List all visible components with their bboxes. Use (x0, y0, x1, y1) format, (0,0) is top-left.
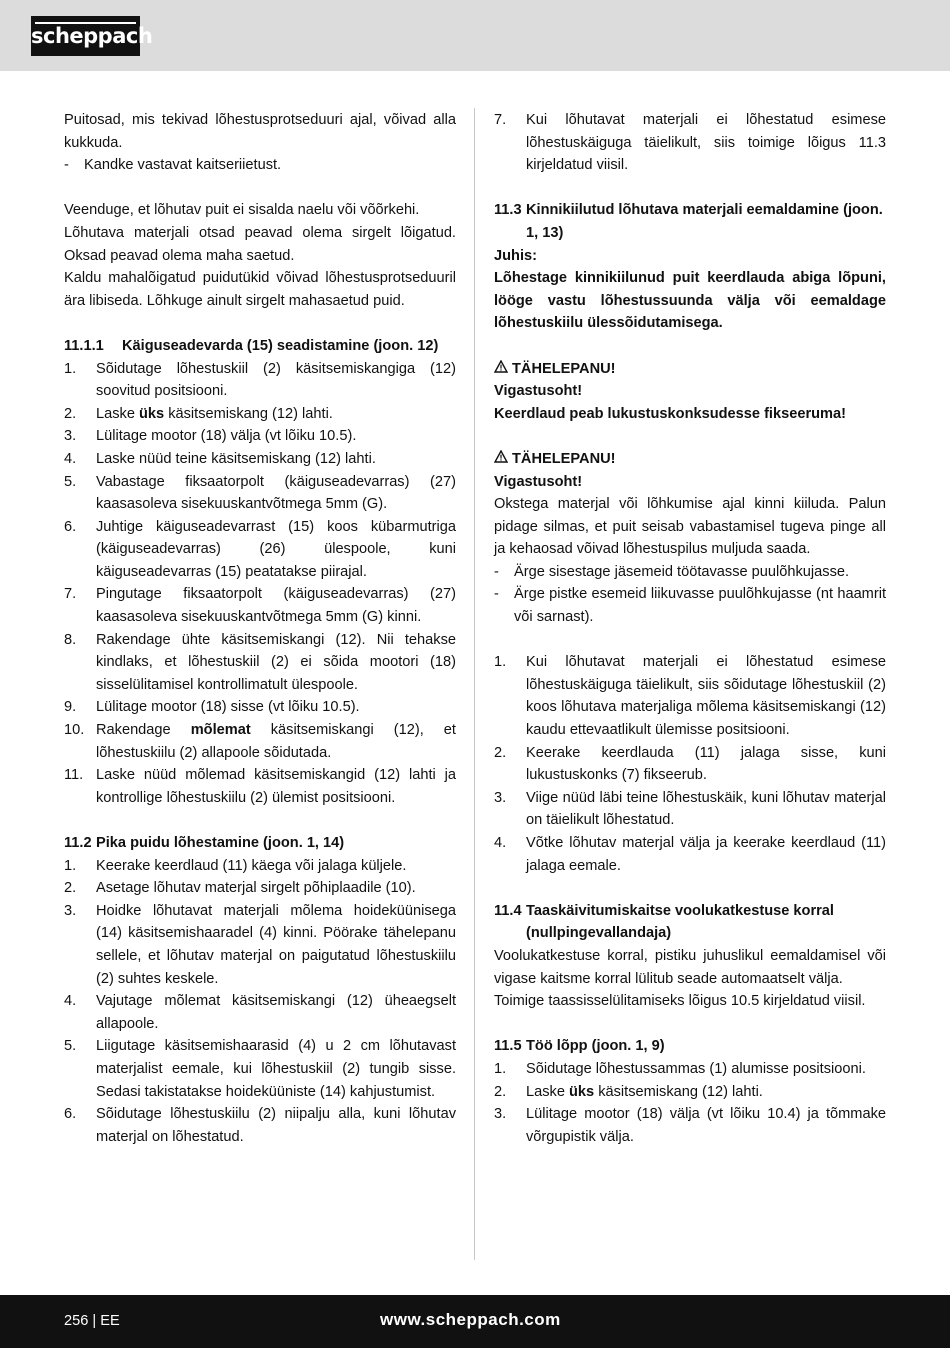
step-number: 4. (64, 993, 77, 1010)
step-text: Juhtige käiguseadevarrast (15) koos kübarmutriga (käiguseadevarras) (26) ülespoole, kuni käiguseadevarras (15) peatatakse piirajal. (96, 518, 456, 580)
step-text: Rakendage ühte käsitsemiskangi (12). Nii tehakse kindlaks, et lõhestuskiil (2) ei sõida mootori (18) sisselülitamisel kontrollimatult ülespoole. (96, 631, 456, 693)
list-item (64, 516, 456, 584)
step-number: 8. (64, 631, 77, 648)
step-number: 10. (64, 722, 85, 739)
warning-para-line: Kaldu mahalõigatud puidutükid võivad lõhestusprotseduuril ära libiseda. Lõhkuge ainult sirgelt mahasaetud puid. (64, 270, 456, 309)
step-number: 9. (64, 699, 77, 716)
step-number: 4. (494, 835, 507, 851)
list-item (494, 109, 886, 177)
warning-title: TÄHELEPANU! (512, 360, 616, 377)
steps-list-11-2 (64, 855, 456, 1149)
page-number: 256 | EE (64, 1313, 120, 1329)
step-number: 3. (494, 1106, 507, 1123)
step-number: 6. (64, 518, 77, 535)
step-text: Hoidke lõhutavat materjali mõlema hoideküünisega (14) käsitsemishaaradel (4) kinni. Pöörake tähelepanu sellele, et lõhutav materjal on paigutatud lõhestuskiilu (2) suhtes keskele. (96, 902, 456, 987)
step-number: 4. (64, 450, 77, 467)
list-item (64, 358, 456, 403)
right-column (494, 109, 886, 1148)
step-text-part: Laske (96, 405, 139, 422)
warning-body: Okstega materjal või lõhkumise ajal kinni kiiluda. Palun pidage silmas, et puit seisab vabastamisel tugeva pinge all ja kehaosad võivad lõhestuspilus muljuda saada. (494, 496, 886, 558)
steps-list-11-5 (494, 1058, 886, 1148)
step-number: 2. (494, 744, 507, 761)
list-item (64, 877, 456, 900)
step-text: Liigutage käsitsemishaarasid (4) u 2 cm lõhutavast materjalist eemale, kui lõhestuskiil (2) tungib sisse. Sedasi takistatakse hoideküüniste (14) kahjustumist. (96, 1038, 456, 1100)
step-text: Viige nüüd läbi teine lõhestuskäik, kuni lõhutav materjal on täielikult lõhestatud. (526, 789, 886, 829)
page-number-value: 256 (64, 1313, 89, 1329)
step-number: 2. (64, 880, 77, 897)
section-title: Töö lõpp (joon. 1, 9) (526, 1038, 665, 1055)
step-text: Kui lõhutavat materjali ei lõhestatud esimese lõhestuskäiguga täielikult, siis toimige lõigus 11.3 kirjeldatud viisil. (526, 112, 886, 174)
intro-dash-item (64, 154, 456, 177)
language-code: EE (100, 1313, 120, 1329)
step-text-emphasis: üks (569, 1083, 595, 1100)
step-number: 1. (494, 1060, 507, 1077)
list-item (64, 764, 456, 809)
paragraph: Voolukatkestuse korral, pistiku juhuslikul eemaldamisel või vigase kaitsme korral lülitub seade automaatselt välja. (494, 947, 886, 987)
warning-line: Vigastusoht! (494, 473, 583, 490)
list-item (64, 403, 456, 426)
step-text (96, 403, 456, 426)
step-number: 7. (494, 112, 507, 128)
section-title: Kinnikiilutud lõhutava materjali eemaldamine (joon. 1, 13) (526, 202, 883, 241)
list-item (494, 832, 886, 877)
list-item (64, 855, 456, 878)
step-number: 3. (64, 428, 77, 445)
step-text: Keerake keerdlaud (11) käega või jalaga küljele. (96, 857, 407, 874)
warning-para-line: Lõhutava materjali otsad peavad olema sirgelt lõigatud. Oksad peavad olema maha saetud. (64, 224, 456, 264)
step-number: 2. (64, 405, 77, 422)
dash-text: Ärge pistke esemeid liikuvasse puulõhkujasse (nt haamrit või sarnast). (514, 586, 886, 626)
step-text-part: käsitsemiskangi (12), et lõhestuskiilu (2) allapoole sõidutada. (96, 722, 456, 761)
dash-text: Kandke vastavat kaitseriietust. (84, 157, 282, 174)
steps-list-11-3 (494, 651, 886, 877)
warning-line: Vigastusoht! (494, 383, 583, 400)
step-number: 5. (64, 473, 77, 490)
step-text (526, 1081, 886, 1104)
warning-triangle-icon (494, 358, 512, 381)
section-heading-11-1-1 (64, 335, 456, 358)
scheppach-logo (31, 16, 153, 56)
step-text: Lülitage mootor (18) välja (vt lõiku 10.5). (96, 428, 357, 445)
step-text-part: käsitsemiskang (12) lahti. (594, 1083, 763, 1100)
left-column (64, 109, 456, 1148)
step-number: 6. (64, 1106, 77, 1123)
dash-item (494, 583, 886, 628)
step-text: Vabastage fiksaatorpolt (käiguseadevarras) (27) kaasasoleva sisekuuskantvõtmega 5mm (G). (96, 473, 456, 513)
step-text: Vajutage mõlemat käsitsemiskangi (12) üheaegselt allapoole. (96, 993, 456, 1032)
step-text-part: Rakendage (96, 722, 191, 739)
step-text: Sõidutage lõhestussammas (1) alumisse positsiooni. (526, 1060, 866, 1077)
list-item (64, 583, 456, 628)
paragraph: Toimige taassisselülitamiseks lõigus 10.5 kirjeldatud viisil. (494, 993, 866, 1010)
steps-list-11-1-1 (64, 358, 456, 810)
section-number: 11.3 (494, 202, 522, 219)
column-divider (474, 108, 475, 1260)
step-text: Lülitage mootor (18) välja (vt lõiku 10.4) ja tõmmake võrgupistik välja. (526, 1106, 886, 1145)
list-item (64, 471, 456, 516)
dash-marker: - (64, 157, 69, 174)
section-heading-11-2 (64, 832, 456, 855)
logo-bar (35, 22, 136, 24)
step-text: Laske nüüd mõlemad käsitsemiskangid (12) lahti ja kontrollige lõhestuskiilu (2) ülemist positsiooni. (96, 767, 456, 806)
step-text: Keerake keerdlauda (11) jalaga sisse, kuni lukustuskonks (7) fikseerub. (526, 744, 886, 784)
warning-line: Keerdlaud peab lukustuskonksudesse fikseeruma! (494, 405, 846, 422)
step-number: 2. (494, 1083, 507, 1100)
warning-title: TÄHELEPANU! (512, 450, 616, 467)
list-item (64, 990, 456, 1035)
step-text-part: Laske (526, 1083, 569, 1100)
logo-text: scheppach (31, 24, 153, 48)
step-number: 11. (64, 767, 84, 784)
list-item (64, 696, 456, 719)
list-item (494, 1058, 886, 1081)
section-number: 11.4 (494, 902, 522, 919)
dash-marker: - (494, 586, 499, 603)
list-item (64, 1103, 456, 1148)
section-number: 11.5 (494, 1038, 522, 1055)
step-text-emphasis: üks (139, 405, 165, 422)
step-number: 1. (494, 654, 507, 671)
step-text: Sõidutage lõhestuskiil (2) käsitsemiskangiga (12) soovitud positsiooni. (96, 360, 456, 400)
list-item (64, 448, 456, 471)
warning-heading (494, 448, 886, 471)
step-text-part: käsitsemiskang (12) lahti. (164, 405, 333, 422)
section-number: 11.2 (64, 835, 92, 851)
note-text: Lõhestage kinnikiilunud puit keerdlauda abiga lõpuni, lööge vastu lõhestussuunda välja või eemaldage lõhestuskiilu ülessõidutamisega. (494, 270, 886, 332)
step-text: Sõidutage lõhestuskiilu (2) niipalju alla, kuni lõhutav materjal on lõhestatud. (96, 1106, 456, 1145)
page-header (0, 0, 950, 71)
list-item (64, 1035, 456, 1103)
list-item (64, 425, 456, 448)
step-text: Kui lõhutavat materjali ei lõhestatud esimese lõhestuskäiguga täielikult, siis sõidutage lõhestuskiil (2) koos lõhutava materjaliga mõlema käsitsemiskangi (12) kaudu ettevaatlikult ülemisse positsiooni. (526, 654, 886, 739)
step-text-emphasis: mõlemat (190, 722, 251, 739)
section-title: Pika puidu lõhestamine (joon. 1, 14) (96, 835, 345, 851)
step-text: Lülitage mootor (18) sisse (vt lõiku 10.5). (96, 699, 360, 716)
step-number: 3. (494, 789, 507, 806)
list-item (494, 1103, 886, 1148)
list-item (494, 1081, 886, 1104)
intro-text: Puitosad, mis tekivad lõhestusprotseduuri ajal, võivad alla kukkuda. (64, 112, 456, 151)
list-item (494, 742, 886, 787)
step-number: 1. (64, 360, 77, 377)
warning-para-line: Veenduge, et lõhutav puit ei sisalda naelu või võõrkehi. (64, 202, 420, 219)
list-item (64, 719, 456, 764)
note-label: Juhis: (494, 247, 537, 264)
step-number: 1. (64, 857, 77, 874)
list-item (64, 900, 456, 990)
step-text: Võtke lõhutav materjal välja ja keerake keerdlaud (11) jalaga eemale. (526, 835, 886, 874)
step-number: 5. (64, 1038, 77, 1055)
list-item (494, 651, 886, 741)
step-text: Asetage lõhutav materjal sirgelt põhiplaadile (10). (96, 880, 416, 897)
section-title: Taaskäivitumiskaitse voolukatkestuse korral (nullpingevallandaja) (526, 902, 834, 942)
section-title: Käiguseadevarda (15) seadistamine (joon. 12) (122, 337, 439, 354)
warning-triangle-icon (494, 448, 512, 471)
section-heading-11-5 (494, 1035, 886, 1058)
step-text: Pingutage fiksaatorpolt (käiguseadevarras) (27) kaasasoleva sisekuuskantvõtmega 5mm (G) kinni. (96, 586, 456, 626)
dash-marker: - (494, 563, 499, 580)
section-heading-11-4 (494, 900, 886, 945)
list-item (64, 629, 456, 697)
section-heading-11-3 (494, 199, 886, 244)
step-number: 7. (64, 586, 77, 603)
warning-heading (494, 358, 886, 381)
dash-text: Ärge sisestage jäsemeid töötavasse puulõhkujasse. (514, 563, 850, 580)
page-footer (0, 1295, 950, 1348)
step-text (96, 719, 456, 764)
list-item (494, 787, 886, 832)
dash-item (494, 561, 886, 584)
website-link[interactable]: www.scheppach.com (380, 1310, 561, 1329)
step-text: Laske nüüd teine käsitsemiskang (12) lahti. (96, 450, 376, 467)
step-number: 3. (64, 902, 77, 919)
section-number: 11.1.1 (64, 337, 104, 354)
